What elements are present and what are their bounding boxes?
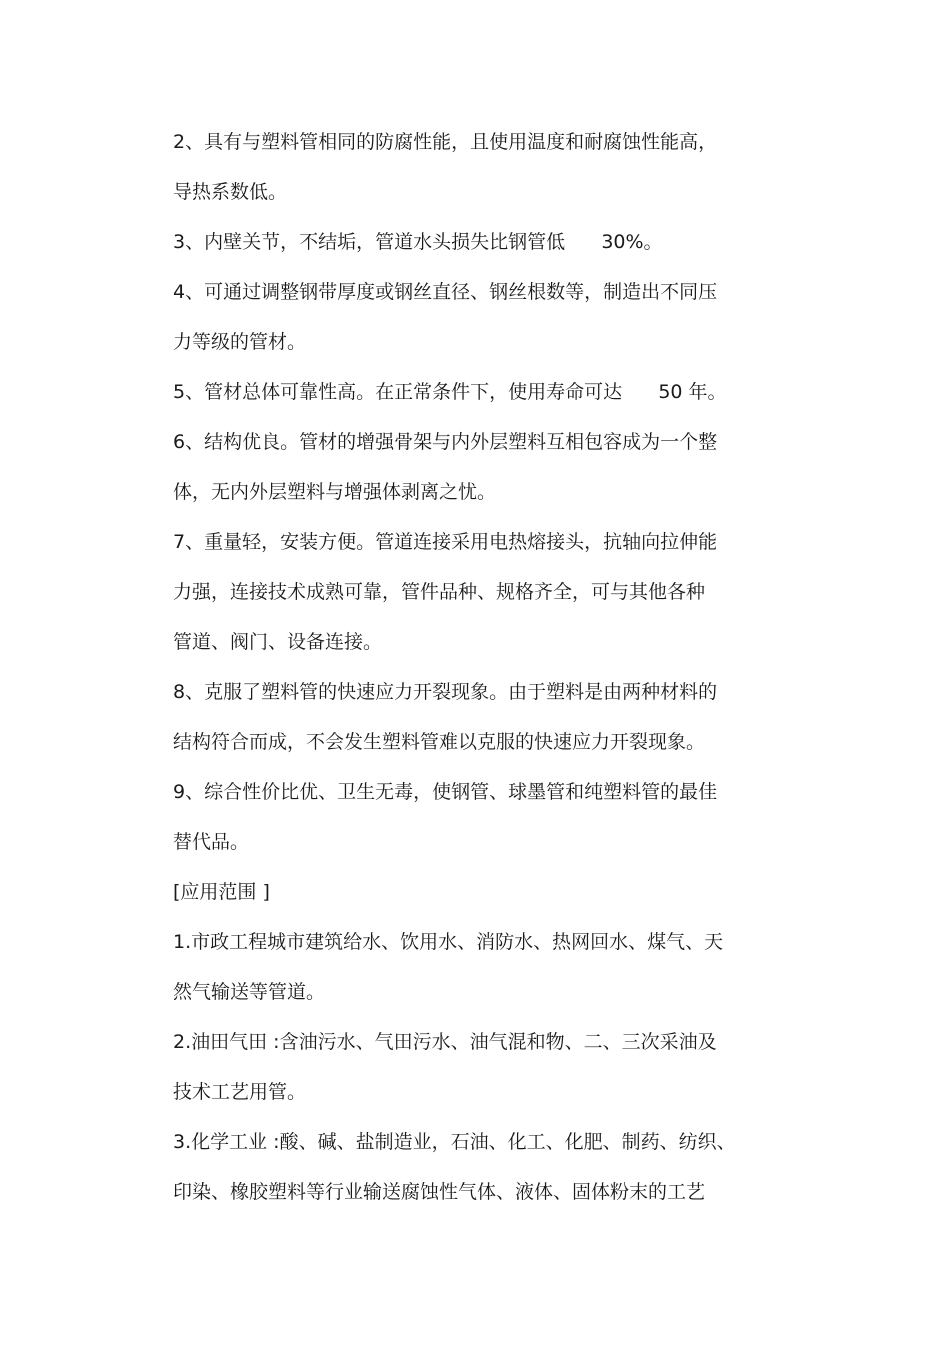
- text-line: 力强，连接技术成熟可靠，管件品种、规格齐全，可与其他各种: [173, 581, 706, 603]
- text-line: 1.市政工程城市建筑给水、饮用水、消防水、热网回水、煤气、天: [173, 931, 724, 953]
- text-line: 体，无内外层塑料与增强体剥离之忧。: [173, 481, 497, 503]
- text-line: 3、内壁关节，不结垢，管道水头损失比钢管低 30%。: [173, 231, 663, 253]
- text-line: 4、可通过调整钢带厚度或钢丝直径、钢丝根数等，制造出不同压: [173, 281, 718, 303]
- text-line: 6、结构优良。管材的增强骨架与内外层塑料互相包容成为一个整: [173, 431, 718, 453]
- text-line: 7、重量轻，安装方便。管道连接采用电热熔接头，抗轴向拉伸能: [173, 531, 718, 553]
- text-line: 印染、橡胶塑料等行业输送腐蚀性气体、液体、固体粉末的工艺: [173, 1181, 706, 1203]
- text-line: 2、具有与塑料管相同的防腐性能，且使用温度和耐腐蚀性能高，: [173, 131, 718, 153]
- text-line: 结构符合而成，不会发生塑料管难以克服的快速应力开裂现象。: [173, 731, 706, 753]
- text-line: 8、克服了塑料管的快速应力开裂现象。由于塑料是由两种材料的: [173, 681, 718, 703]
- text-line: 替代品。: [173, 831, 250, 853]
- text-line: 力等级的管材。: [173, 331, 307, 353]
- text-line: 3.化学工业 :酸、碱、盐制造业，石油、化工、化肥、制药、纺织、: [173, 1131, 736, 1153]
- section-heading: [应用范围 ]: [173, 881, 270, 903]
- text-line: 5、管材总体可靠性高。在正常条件下，使用寿命可达 50 年。: [173, 381, 727, 403]
- text-line: 然气输送等管道。: [173, 981, 326, 1003]
- text-line: 2.油田气田 :含油污水、气田污水、油气混和物、二、三次采油及: [173, 1031, 717, 1053]
- text-line: 技术工艺用管。: [173, 1081, 307, 1103]
- text-line: 导热系数低。: [173, 181, 288, 203]
- text-line: 管道、阀门、设备连接。: [173, 631, 383, 653]
- text-line: 9、综合性价比优、卫生无毒，使钢管、球墨管和纯塑料管的最佳: [173, 781, 718, 803]
